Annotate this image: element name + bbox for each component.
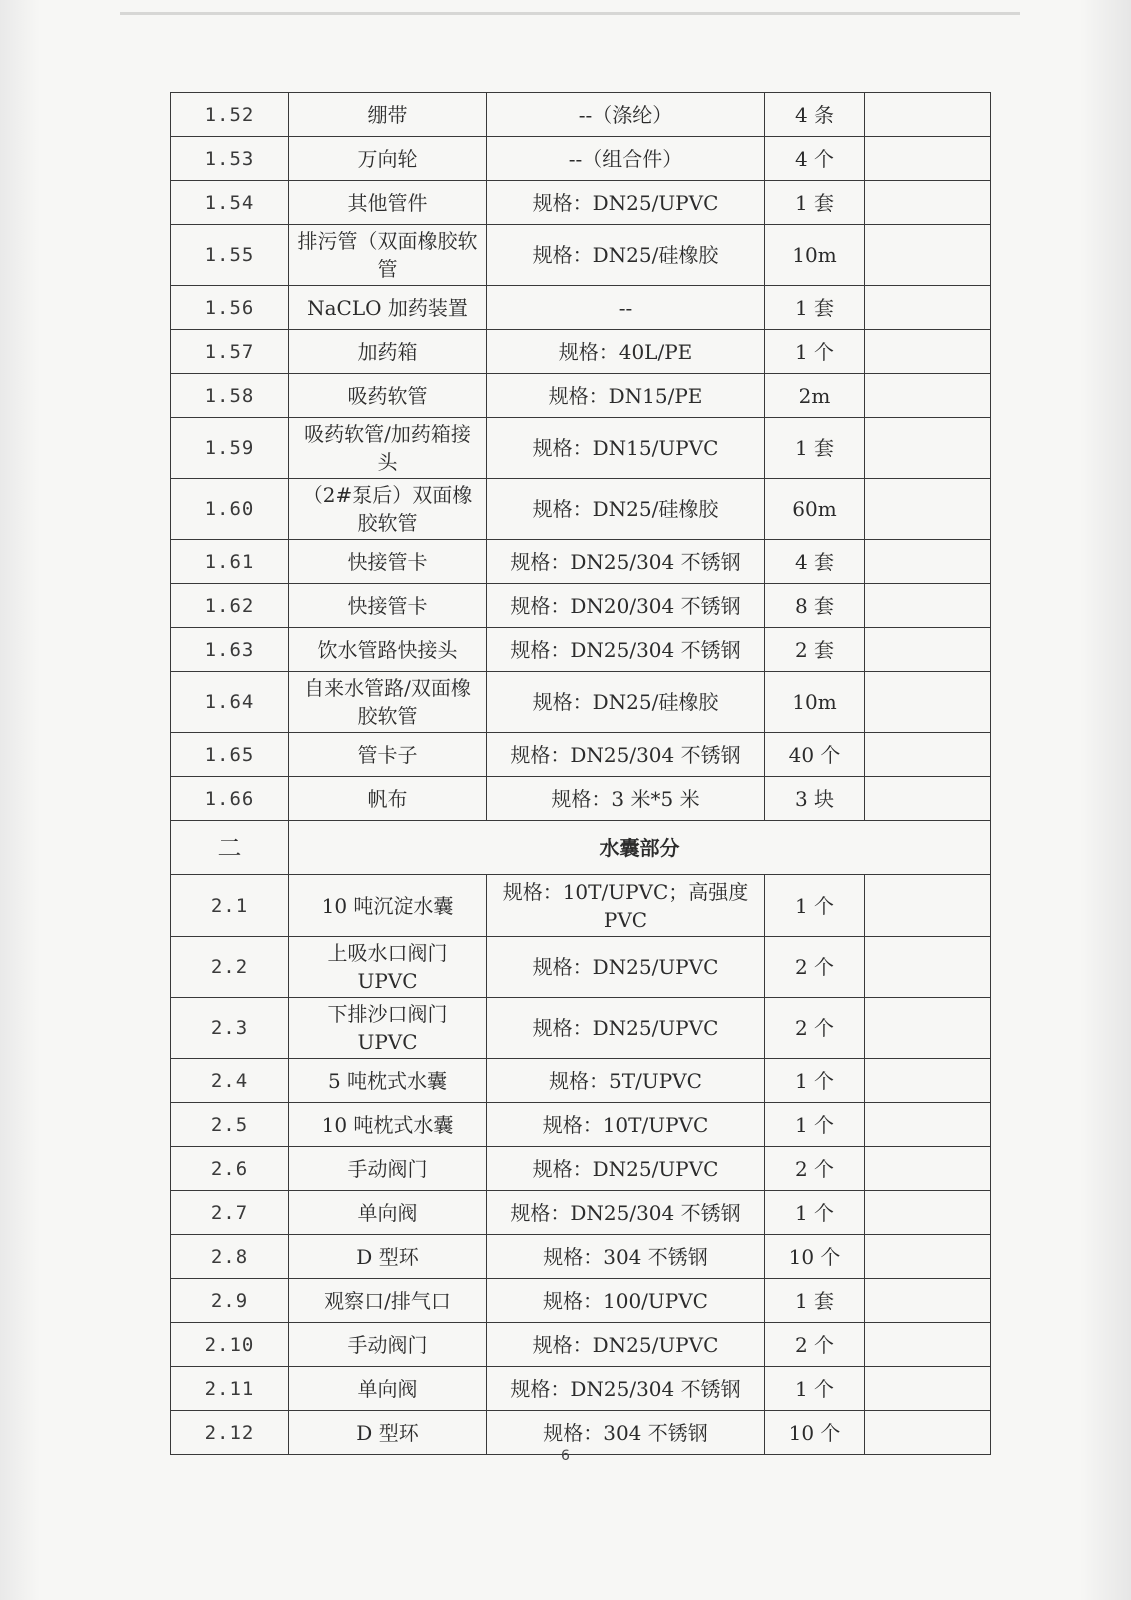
item-note	[865, 93, 991, 137]
item-quantity: 4 条	[765, 93, 865, 137]
item-spec: --	[487, 286, 765, 330]
item-name: 手动阀门	[289, 1323, 487, 1367]
item-note	[865, 998, 991, 1059]
item-spec: 规格：DN25/硅橡胶	[487, 479, 765, 540]
item-number: 1.63	[171, 628, 289, 672]
item-quantity: 1 个	[765, 1367, 865, 1411]
table-row	[171, 628, 991, 672]
item-note	[865, 1367, 991, 1411]
item-quantity: 1 套	[765, 181, 865, 225]
item-quantity: 1 个	[765, 330, 865, 374]
item-number: 2.7	[171, 1191, 289, 1235]
item-note	[865, 1323, 991, 1367]
table-row	[171, 777, 991, 821]
item-spec: 规格：DN25/304 不锈钢	[487, 540, 765, 584]
item-name: 吸药软管	[289, 374, 487, 418]
table-row	[171, 672, 991, 733]
item-number: 1.59	[171, 418, 289, 479]
table-row	[171, 998, 991, 1059]
item-number: 2.8	[171, 1235, 289, 1279]
item-note	[865, 540, 991, 584]
item-spec: 规格：DN25/304 不锈钢	[487, 733, 765, 777]
item-name: 饮水管路快接头	[289, 628, 487, 672]
item-note	[865, 672, 991, 733]
item-number: 1.60	[171, 479, 289, 540]
item-quantity: 1 套	[765, 286, 865, 330]
item-number: 1.54	[171, 181, 289, 225]
item-name: 上吸水口阀门 UPVC	[289, 937, 487, 998]
item-number: 2.9	[171, 1279, 289, 1323]
item-quantity: 2 个	[765, 1147, 865, 1191]
item-note	[865, 628, 991, 672]
item-spec: 规格：10T/UPVC	[487, 1103, 765, 1147]
section-number: 二	[171, 821, 289, 875]
item-number: 1.57	[171, 330, 289, 374]
item-spec: 规格：5T/UPVC	[487, 1059, 765, 1103]
table-row	[171, 584, 991, 628]
item-name: 万向轮	[289, 137, 487, 181]
table-row	[171, 1323, 991, 1367]
item-note	[865, 777, 991, 821]
item-name: 手动阀门	[289, 1147, 487, 1191]
table-row	[171, 137, 991, 181]
page-number: 6	[561, 1448, 570, 1464]
item-number: 1.52	[171, 93, 289, 137]
item-quantity: 8 套	[765, 584, 865, 628]
table-row	[171, 374, 991, 418]
item-note	[865, 1191, 991, 1235]
item-name: D 型环	[289, 1411, 487, 1455]
table-body-part1	[171, 93, 991, 821]
item-number: 1.65	[171, 733, 289, 777]
item-quantity: 2 套	[765, 628, 865, 672]
item-name: 管卡子	[289, 733, 487, 777]
item-quantity: 40 个	[765, 733, 865, 777]
item-number: 1.58	[171, 374, 289, 418]
item-note	[865, 479, 991, 540]
section-header	[171, 821, 991, 875]
item-number: 1.64	[171, 672, 289, 733]
table-row	[171, 418, 991, 479]
item-spec: 规格：304 不锈钢	[487, 1235, 765, 1279]
item-quantity: 1 个	[765, 1103, 865, 1147]
item-number: 1.56	[171, 286, 289, 330]
item-quantity: 10 个	[765, 1411, 865, 1455]
item-quantity: 10m	[765, 672, 865, 733]
table-row	[171, 93, 991, 137]
item-note	[865, 937, 991, 998]
item-number: 1.53	[171, 137, 289, 181]
table-row	[171, 1235, 991, 1279]
item-quantity: 1 套	[765, 1279, 865, 1323]
item-note	[865, 875, 991, 937]
item-note	[865, 1147, 991, 1191]
item-spec: 规格：DN25/硅橡胶	[487, 225, 765, 286]
item-note	[865, 584, 991, 628]
item-spec: 规格：DN25/UPVC	[487, 998, 765, 1059]
item-spec: 规格：DN25/304 不锈钢	[487, 1191, 765, 1235]
item-spec: 规格：DN20/304 不锈钢	[487, 584, 765, 628]
item-number: 2.11	[171, 1367, 289, 1411]
item-number: 2.10	[171, 1323, 289, 1367]
table-row	[171, 1147, 991, 1191]
table-row	[171, 1367, 991, 1411]
item-number: 2.12	[171, 1411, 289, 1455]
item-name: 吸药软管/加药箱接头	[289, 418, 487, 479]
item-quantity: 2 个	[765, 998, 865, 1059]
item-name: 观察口/排气口	[289, 1279, 487, 1323]
item-quantity: 60m	[765, 479, 865, 540]
item-spec: 规格：DN25/UPVC	[487, 937, 765, 998]
item-name: 5 吨枕式水囊	[289, 1059, 487, 1103]
table-row	[171, 937, 991, 998]
item-spec: 规格：DN15/UPVC	[487, 418, 765, 479]
item-quantity: 10 个	[765, 1235, 865, 1279]
item-quantity: 4 套	[765, 540, 865, 584]
table-row	[171, 225, 991, 286]
item-number: 2.2	[171, 937, 289, 998]
item-name: 绷带	[289, 93, 487, 137]
table-row	[171, 733, 991, 777]
item-name: 加药箱	[289, 330, 487, 374]
item-number: 1.55	[171, 225, 289, 286]
item-quantity: 4 个	[765, 137, 865, 181]
item-spec: 规格：DN25/304 不锈钢	[487, 628, 765, 672]
item-note	[865, 733, 991, 777]
table-row	[171, 875, 991, 937]
item-spec: 规格：40L/PE	[487, 330, 765, 374]
table-row	[171, 286, 991, 330]
section-title: 水囊部分	[289, 821, 991, 875]
item-note	[865, 181, 991, 225]
item-name: 单向阀	[289, 1367, 487, 1411]
table-row	[171, 330, 991, 374]
item-name: 其他管件	[289, 181, 487, 225]
item-spec: 规格：DN25/UPVC	[487, 181, 765, 225]
item-quantity: 1 套	[765, 418, 865, 479]
item-spec: 规格：DN25/硅橡胶	[487, 672, 765, 733]
table-row	[171, 181, 991, 225]
item-spec: 规格：10T/UPVC；高强度 PVC	[487, 875, 765, 937]
item-note	[865, 374, 991, 418]
item-name: 排污管（双面橡胶软管	[289, 225, 487, 286]
table-row	[171, 1191, 991, 1235]
equipment-table	[170, 92, 991, 1455]
item-quantity: 2 个	[765, 937, 865, 998]
item-number: 2.1	[171, 875, 289, 937]
item-number: 1.61	[171, 540, 289, 584]
item-note	[865, 1059, 991, 1103]
item-spec: 规格：100/UPVC	[487, 1279, 765, 1323]
item-spec: 规格：DN25/304 不锈钢	[487, 1367, 765, 1411]
item-name: D 型环	[289, 1235, 487, 1279]
item-name: NaCLO 加药装置	[289, 286, 487, 330]
item-note	[865, 418, 991, 479]
table-row	[171, 1059, 991, 1103]
item-name: 帆布	[289, 777, 487, 821]
item-quantity: 2m	[765, 374, 865, 418]
item-spec: 规格：DN25/UPVC	[487, 1323, 765, 1367]
item-note	[865, 286, 991, 330]
item-name: 自来水管路/双面橡胶软管	[289, 672, 487, 733]
item-name: 10 吨枕式水囊	[289, 1103, 487, 1147]
item-name: （2#泵后）双面橡胶软管	[289, 479, 487, 540]
item-name: 快接管卡	[289, 584, 487, 628]
table-body-part2	[171, 875, 991, 1455]
table-row	[171, 1103, 991, 1147]
item-name: 10 吨沉淀水囊	[289, 875, 487, 937]
table-row	[171, 1279, 991, 1323]
item-note	[865, 1103, 991, 1147]
item-quantity: 2 个	[765, 1323, 865, 1367]
item-note	[865, 1279, 991, 1323]
item-note	[865, 137, 991, 181]
table-row	[171, 540, 991, 584]
item-quantity: 1 个	[765, 875, 865, 937]
table-row	[171, 479, 991, 540]
item-number: 2.3	[171, 998, 289, 1059]
item-note	[865, 330, 991, 374]
item-spec: --（组合件）	[487, 137, 765, 181]
item-number: 2.6	[171, 1147, 289, 1191]
item-number: 2.4	[171, 1059, 289, 1103]
item-number: 1.66	[171, 777, 289, 821]
section-row	[171, 821, 991, 875]
scan-artifact	[120, 12, 1020, 15]
item-spec: --（涤纶）	[487, 93, 765, 137]
item-spec: 规格：DN25/UPVC	[487, 1147, 765, 1191]
item-number: 1.62	[171, 584, 289, 628]
item-spec: 规格：304 不锈钢	[487, 1411, 765, 1455]
item-quantity: 3 块	[765, 777, 865, 821]
item-name: 单向阀	[289, 1191, 487, 1235]
item-spec: 规格：DN15/PE	[487, 374, 765, 418]
item-name: 下排沙口阀门 UPVC	[289, 998, 487, 1059]
item-quantity: 1 个	[765, 1059, 865, 1103]
item-quantity: 10m	[765, 225, 865, 286]
item-name: 快接管卡	[289, 540, 487, 584]
item-spec: 规格：3 米*5 米	[487, 777, 765, 821]
item-note	[865, 1235, 991, 1279]
item-quantity: 1 个	[765, 1191, 865, 1235]
item-number: 2.5	[171, 1103, 289, 1147]
item-note	[865, 225, 991, 286]
